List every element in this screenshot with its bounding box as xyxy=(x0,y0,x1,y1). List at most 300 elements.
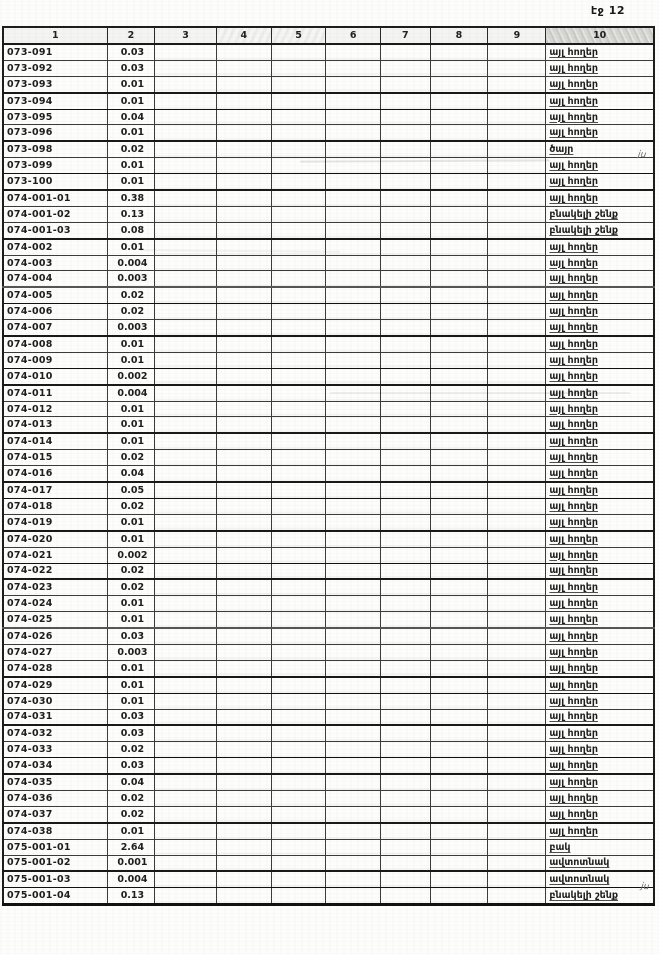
cell-empty xyxy=(217,206,272,222)
cell-empty xyxy=(271,725,326,741)
cell-empty xyxy=(271,514,326,530)
cell-landuse: այլ հողեր xyxy=(546,693,654,709)
table-row xyxy=(3,742,654,758)
cell-landuse: այլ հողեր xyxy=(546,612,654,628)
table-row xyxy=(3,547,654,563)
cell-empty xyxy=(271,44,326,60)
cell-empty xyxy=(488,239,546,255)
cell-empty xyxy=(488,60,546,76)
cell-area-value: 0.01 xyxy=(107,352,155,368)
cell-empty xyxy=(217,417,272,433)
cell-empty xyxy=(155,158,217,174)
cell-parcel-code: 074-026 xyxy=(3,628,107,644)
cell-empty xyxy=(271,596,326,612)
cell-empty xyxy=(271,823,326,839)
cell-empty xyxy=(271,709,326,725)
cell-empty xyxy=(488,547,546,563)
cell-landuse: ավտոտնակ xyxy=(546,855,654,871)
cell-empty xyxy=(271,839,326,855)
cell-empty xyxy=(430,596,488,612)
header-row xyxy=(3,27,654,44)
table-row xyxy=(3,239,654,255)
cell-empty xyxy=(488,660,546,676)
cell-empty xyxy=(217,255,272,271)
table-row xyxy=(3,60,654,76)
table-row xyxy=(3,190,654,206)
cell-empty xyxy=(155,855,217,871)
cell-empty xyxy=(326,466,381,482)
cell-area-value: 0.01 xyxy=(107,174,155,190)
cell-landuse: այլ հողեր xyxy=(546,742,654,758)
cell-landuse: այլ հողեր xyxy=(546,433,654,449)
cell-empty xyxy=(381,239,430,255)
cell-parcel-code: 075-001-02 xyxy=(3,855,107,871)
cell-empty xyxy=(155,466,217,482)
cell-parcel-code: 074-005 xyxy=(3,287,107,303)
cell-empty xyxy=(271,401,326,417)
cell-landuse: այլ հողեր xyxy=(546,109,654,125)
table-row xyxy=(3,320,654,336)
cell-landuse: այլ հողեր xyxy=(546,563,654,579)
cell-empty xyxy=(155,320,217,336)
cell-parcel-code: 074-015 xyxy=(3,450,107,466)
table-row xyxy=(3,693,654,709)
cell-empty xyxy=(488,401,546,417)
cell-area-value: 2.64 xyxy=(107,839,155,855)
table-row xyxy=(3,514,654,530)
cell-landuse: այլ հողեր xyxy=(546,628,654,644)
table-row xyxy=(3,758,654,774)
cell-parcel-code: 074-036 xyxy=(3,790,107,806)
cell-empty xyxy=(430,433,488,449)
cell-empty xyxy=(488,158,546,174)
cell-empty xyxy=(326,677,381,693)
cell-empty xyxy=(217,660,272,676)
cell-empty xyxy=(430,612,488,628)
cell-empty xyxy=(326,93,381,109)
cell-empty xyxy=(381,660,430,676)
cell-empty xyxy=(326,141,381,157)
cell-empty xyxy=(155,482,217,498)
cell-empty xyxy=(217,839,272,855)
cell-empty xyxy=(326,628,381,644)
cell-empty xyxy=(430,823,488,839)
cell-area-value: 0.05 xyxy=(107,482,155,498)
cell-empty xyxy=(488,855,546,871)
cell-empty xyxy=(381,790,430,806)
cell-empty xyxy=(430,563,488,579)
cell-empty xyxy=(381,352,430,368)
cell-landuse: այլ հողեր xyxy=(546,758,654,774)
cell-empty xyxy=(326,158,381,174)
cell-parcel-code: 074-007 xyxy=(3,320,107,336)
cell-empty xyxy=(271,141,326,157)
cell-empty xyxy=(271,531,326,547)
cell-empty xyxy=(381,482,430,498)
cell-empty xyxy=(271,352,326,368)
cell-empty xyxy=(326,44,381,60)
cell-empty xyxy=(430,60,488,76)
cell-area-value: 0.02 xyxy=(107,287,155,303)
cell-area-value: 0.02 xyxy=(107,742,155,758)
cell-parcel-code: 073-094 xyxy=(3,93,107,109)
cell-area-value: 0.02 xyxy=(107,579,155,595)
table-row xyxy=(3,158,654,174)
table-row xyxy=(3,596,654,612)
cell-area-value: 0.03 xyxy=(107,709,155,725)
cell-empty xyxy=(217,287,272,303)
cell-area-value: 0.01 xyxy=(107,823,155,839)
cell-empty xyxy=(155,531,217,547)
table-body xyxy=(3,44,654,905)
cell-empty xyxy=(155,417,217,433)
cell-empty xyxy=(430,693,488,709)
table-row xyxy=(3,823,654,839)
cell-empty xyxy=(430,660,488,676)
cell-parcel-code: 074-024 xyxy=(3,596,107,612)
cell-empty xyxy=(326,385,381,401)
cell-empty xyxy=(488,368,546,384)
table-row xyxy=(3,271,654,287)
cell-landuse: այլ հողեր xyxy=(546,271,654,287)
cell-empty xyxy=(217,141,272,157)
cell-empty xyxy=(326,320,381,336)
column-header-10: 10 xyxy=(546,27,654,44)
cell-empty xyxy=(155,190,217,206)
column-header-7: 7 xyxy=(381,27,430,44)
cell-empty xyxy=(326,774,381,790)
cell-area-value: 0.01 xyxy=(107,693,155,709)
cell-empty xyxy=(381,385,430,401)
cell-empty xyxy=(271,109,326,125)
cell-area-value: 0.01 xyxy=(107,76,155,92)
cell-empty xyxy=(155,109,217,125)
cell-empty xyxy=(155,222,217,238)
cell-empty xyxy=(488,466,546,482)
cell-empty xyxy=(326,514,381,530)
cell-landuse: այլ հողեր xyxy=(546,158,654,174)
cell-empty xyxy=(155,742,217,758)
table-row xyxy=(3,433,654,449)
cell-empty xyxy=(271,547,326,563)
cell-empty xyxy=(381,466,430,482)
cell-landuse: այլ հողեր xyxy=(546,320,654,336)
cell-landuse: բակ xyxy=(546,839,654,855)
cell-empty xyxy=(488,644,546,660)
cell-empty xyxy=(217,709,272,725)
cell-parcel-code: 073-100 xyxy=(3,174,107,190)
table-row xyxy=(3,206,654,222)
cell-empty xyxy=(326,888,381,905)
cell-area-value: 0.03 xyxy=(107,628,155,644)
cell-empty xyxy=(381,125,430,141)
cell-parcel-code: 073-098 xyxy=(3,141,107,157)
cell-empty xyxy=(381,190,430,206)
cell-landuse: այլ հողեր xyxy=(546,677,654,693)
cell-empty xyxy=(326,109,381,125)
cell-landuse: այլ հողեր xyxy=(546,579,654,595)
cell-empty xyxy=(430,871,488,887)
cell-empty xyxy=(488,271,546,287)
cell-empty xyxy=(488,206,546,222)
cell-parcel-code: 074-033 xyxy=(3,742,107,758)
cell-landuse: այլ հողեր xyxy=(546,417,654,433)
table-row xyxy=(3,466,654,482)
cell-empty xyxy=(430,547,488,563)
cell-parcel-code: 074-006 xyxy=(3,304,107,320)
cell-landuse: այլ հողեր xyxy=(546,660,654,676)
cell-empty xyxy=(217,368,272,384)
cell-empty xyxy=(430,76,488,92)
cell-empty xyxy=(430,839,488,855)
cell-empty xyxy=(217,109,272,125)
cell-empty xyxy=(488,871,546,887)
table-row xyxy=(3,482,654,498)
cell-empty xyxy=(326,206,381,222)
cell-parcel-code: 075-001-01 xyxy=(3,839,107,855)
cell-area-value: 0.003 xyxy=(107,644,155,660)
cell-empty xyxy=(430,304,488,320)
cell-area-value: 0.03 xyxy=(107,758,155,774)
cell-empty xyxy=(381,206,430,222)
cell-empty xyxy=(381,709,430,725)
cell-empty xyxy=(326,433,381,449)
cell-empty xyxy=(430,806,488,822)
cell-landuse: այլ հողեր xyxy=(546,385,654,401)
cell-empty xyxy=(326,336,381,352)
page-number-label: էջ 12 xyxy=(590,4,625,17)
cell-landuse: այլ հողեր xyxy=(546,368,654,384)
cell-empty xyxy=(217,44,272,60)
cell-empty xyxy=(381,158,430,174)
cell-landuse: այլ հողեր xyxy=(546,774,654,790)
cell-landuse: այլ հողեր xyxy=(546,287,654,303)
cell-empty xyxy=(326,368,381,384)
cell-parcel-code: 074-025 xyxy=(3,612,107,628)
cell-area-value: 0.003 xyxy=(107,271,155,287)
cell-empty xyxy=(381,76,430,92)
cell-area-value: 0.004 xyxy=(107,871,155,887)
cell-area-value: 0.01 xyxy=(107,677,155,693)
cell-empty xyxy=(155,287,217,303)
cell-landuse: այլ հողեր xyxy=(546,190,654,206)
cell-empty xyxy=(217,612,272,628)
cell-empty xyxy=(381,823,430,839)
cell-parcel-code: 074-022 xyxy=(3,563,107,579)
cell-empty xyxy=(155,336,217,352)
cell-empty xyxy=(430,628,488,644)
cell-empty xyxy=(488,758,546,774)
cell-area-value: 0.04 xyxy=(107,466,155,482)
cell-parcel-code: 074-032 xyxy=(3,725,107,741)
cell-empty xyxy=(488,725,546,741)
cell-landuse: այլ հողեր xyxy=(546,352,654,368)
cell-empty xyxy=(381,287,430,303)
cell-empty xyxy=(271,336,326,352)
cell-empty xyxy=(271,790,326,806)
table-row xyxy=(3,287,654,303)
table-row xyxy=(3,141,654,157)
cell-empty xyxy=(430,352,488,368)
cell-empty xyxy=(217,806,272,822)
cell-empty xyxy=(326,287,381,303)
cell-empty xyxy=(155,304,217,320)
cell-empty xyxy=(488,304,546,320)
cell-empty xyxy=(430,109,488,125)
cell-empty xyxy=(488,287,546,303)
cell-empty xyxy=(326,806,381,822)
cell-empty xyxy=(430,758,488,774)
cell-empty xyxy=(155,612,217,628)
column-header-3: 3 xyxy=(155,27,217,44)
cell-empty xyxy=(326,125,381,141)
cell-empty xyxy=(430,206,488,222)
cell-empty xyxy=(271,385,326,401)
cell-empty xyxy=(271,660,326,676)
cell-empty xyxy=(326,190,381,206)
cell-area-value: 0.01 xyxy=(107,531,155,547)
cell-landuse: այլ հողեր xyxy=(546,336,654,352)
cell-empty xyxy=(271,482,326,498)
cell-landuse: այլ հողեր xyxy=(546,498,654,514)
cell-empty xyxy=(430,385,488,401)
cell-landuse: այլ հողեր xyxy=(546,450,654,466)
table-row xyxy=(3,93,654,109)
cell-empty xyxy=(381,304,430,320)
cell-empty xyxy=(488,44,546,60)
cell-area-value: 0.01 xyxy=(107,660,155,676)
cell-empty xyxy=(271,644,326,660)
cell-empty xyxy=(155,93,217,109)
cell-parcel-code: 074-038 xyxy=(3,823,107,839)
cell-empty xyxy=(381,401,430,417)
cell-empty xyxy=(488,93,546,109)
cell-empty xyxy=(217,693,272,709)
table-row xyxy=(3,336,654,352)
cell-empty xyxy=(430,368,488,384)
cell-empty xyxy=(155,871,217,887)
cell-empty xyxy=(381,109,430,125)
cell-empty xyxy=(217,466,272,482)
cell-empty xyxy=(217,644,272,660)
cell-empty xyxy=(326,742,381,758)
cell-empty xyxy=(430,271,488,287)
cell-empty xyxy=(430,709,488,725)
table-row xyxy=(3,44,654,60)
cell-parcel-code: 073-091 xyxy=(3,44,107,60)
cell-area-value: 0.04 xyxy=(107,109,155,125)
table-row xyxy=(3,612,654,628)
cell-landuse: բնակելի շենք xyxy=(546,206,654,222)
column-header-2: 2 xyxy=(107,27,155,44)
cell-empty xyxy=(381,888,430,905)
cell-area-value: 0.38 xyxy=(107,190,155,206)
cell-empty xyxy=(326,304,381,320)
cell-empty xyxy=(155,352,217,368)
cell-empty xyxy=(430,855,488,871)
cell-empty xyxy=(271,466,326,482)
cell-empty xyxy=(326,758,381,774)
cell-empty xyxy=(430,742,488,758)
cell-empty xyxy=(217,352,272,368)
cell-empty xyxy=(155,660,217,676)
cell-landuse: այլ հողեր xyxy=(546,174,654,190)
cell-area-value: 0.02 xyxy=(107,450,155,466)
cell-empty xyxy=(326,563,381,579)
cell-landuse: այլ հողեր xyxy=(546,547,654,563)
table-row xyxy=(3,871,654,887)
cell-empty xyxy=(488,563,546,579)
cell-empty xyxy=(155,693,217,709)
cell-empty xyxy=(271,304,326,320)
cell-landuse: բնակելի շենք xyxy=(546,888,654,905)
cell-parcel-code: 074-027 xyxy=(3,644,107,660)
cell-empty xyxy=(217,531,272,547)
column-header-6: 6 xyxy=(326,27,381,44)
table-row xyxy=(3,368,654,384)
table-row xyxy=(3,222,654,238)
cell-parcel-code: 074-001-03 xyxy=(3,222,107,238)
cell-empty xyxy=(326,239,381,255)
cell-landuse: այլ հողեր xyxy=(546,823,654,839)
cell-landuse: այլ հողեր xyxy=(546,514,654,530)
cell-empty xyxy=(217,174,272,190)
cell-empty xyxy=(488,190,546,206)
cell-empty xyxy=(488,774,546,790)
table-row xyxy=(3,660,654,676)
cell-empty xyxy=(271,93,326,109)
cell-landuse: այլ հողեր xyxy=(546,60,654,76)
cell-landuse: այլ հողեր xyxy=(546,644,654,660)
cell-landuse: այլ հողեր xyxy=(546,806,654,822)
cell-empty xyxy=(430,417,488,433)
cell-empty xyxy=(430,141,488,157)
cell-empty xyxy=(217,60,272,76)
cell-empty xyxy=(488,839,546,855)
table-row xyxy=(3,774,654,790)
cell-empty xyxy=(326,709,381,725)
cell-empty xyxy=(326,823,381,839)
cell-empty xyxy=(430,450,488,466)
cell-empty xyxy=(430,498,488,514)
cell-empty xyxy=(326,839,381,855)
cell-area-value: 0.01 xyxy=(107,158,155,174)
table-row xyxy=(3,401,654,417)
cell-empty xyxy=(271,628,326,644)
cell-empty xyxy=(488,823,546,839)
column-header-5: 5 xyxy=(271,27,326,44)
cell-empty xyxy=(155,888,217,905)
cell-empty xyxy=(271,287,326,303)
cell-empty xyxy=(326,693,381,709)
cell-parcel-code: 074-001-02 xyxy=(3,206,107,222)
cell-empty xyxy=(271,612,326,628)
cell-empty xyxy=(381,336,430,352)
cell-parcel-code: 073-096 xyxy=(3,125,107,141)
cell-landuse: այլ հողեր xyxy=(546,255,654,271)
cell-empty xyxy=(381,255,430,271)
cell-parcel-code: 074-009 xyxy=(3,352,107,368)
cell-empty xyxy=(155,450,217,466)
column-header-8: 8 xyxy=(430,27,488,44)
cell-parcel-code: 074-029 xyxy=(3,677,107,693)
cell-empty xyxy=(217,628,272,644)
cell-empty xyxy=(381,839,430,855)
cell-empty xyxy=(488,141,546,157)
cell-empty xyxy=(430,190,488,206)
cell-empty xyxy=(430,222,488,238)
cell-empty xyxy=(381,222,430,238)
